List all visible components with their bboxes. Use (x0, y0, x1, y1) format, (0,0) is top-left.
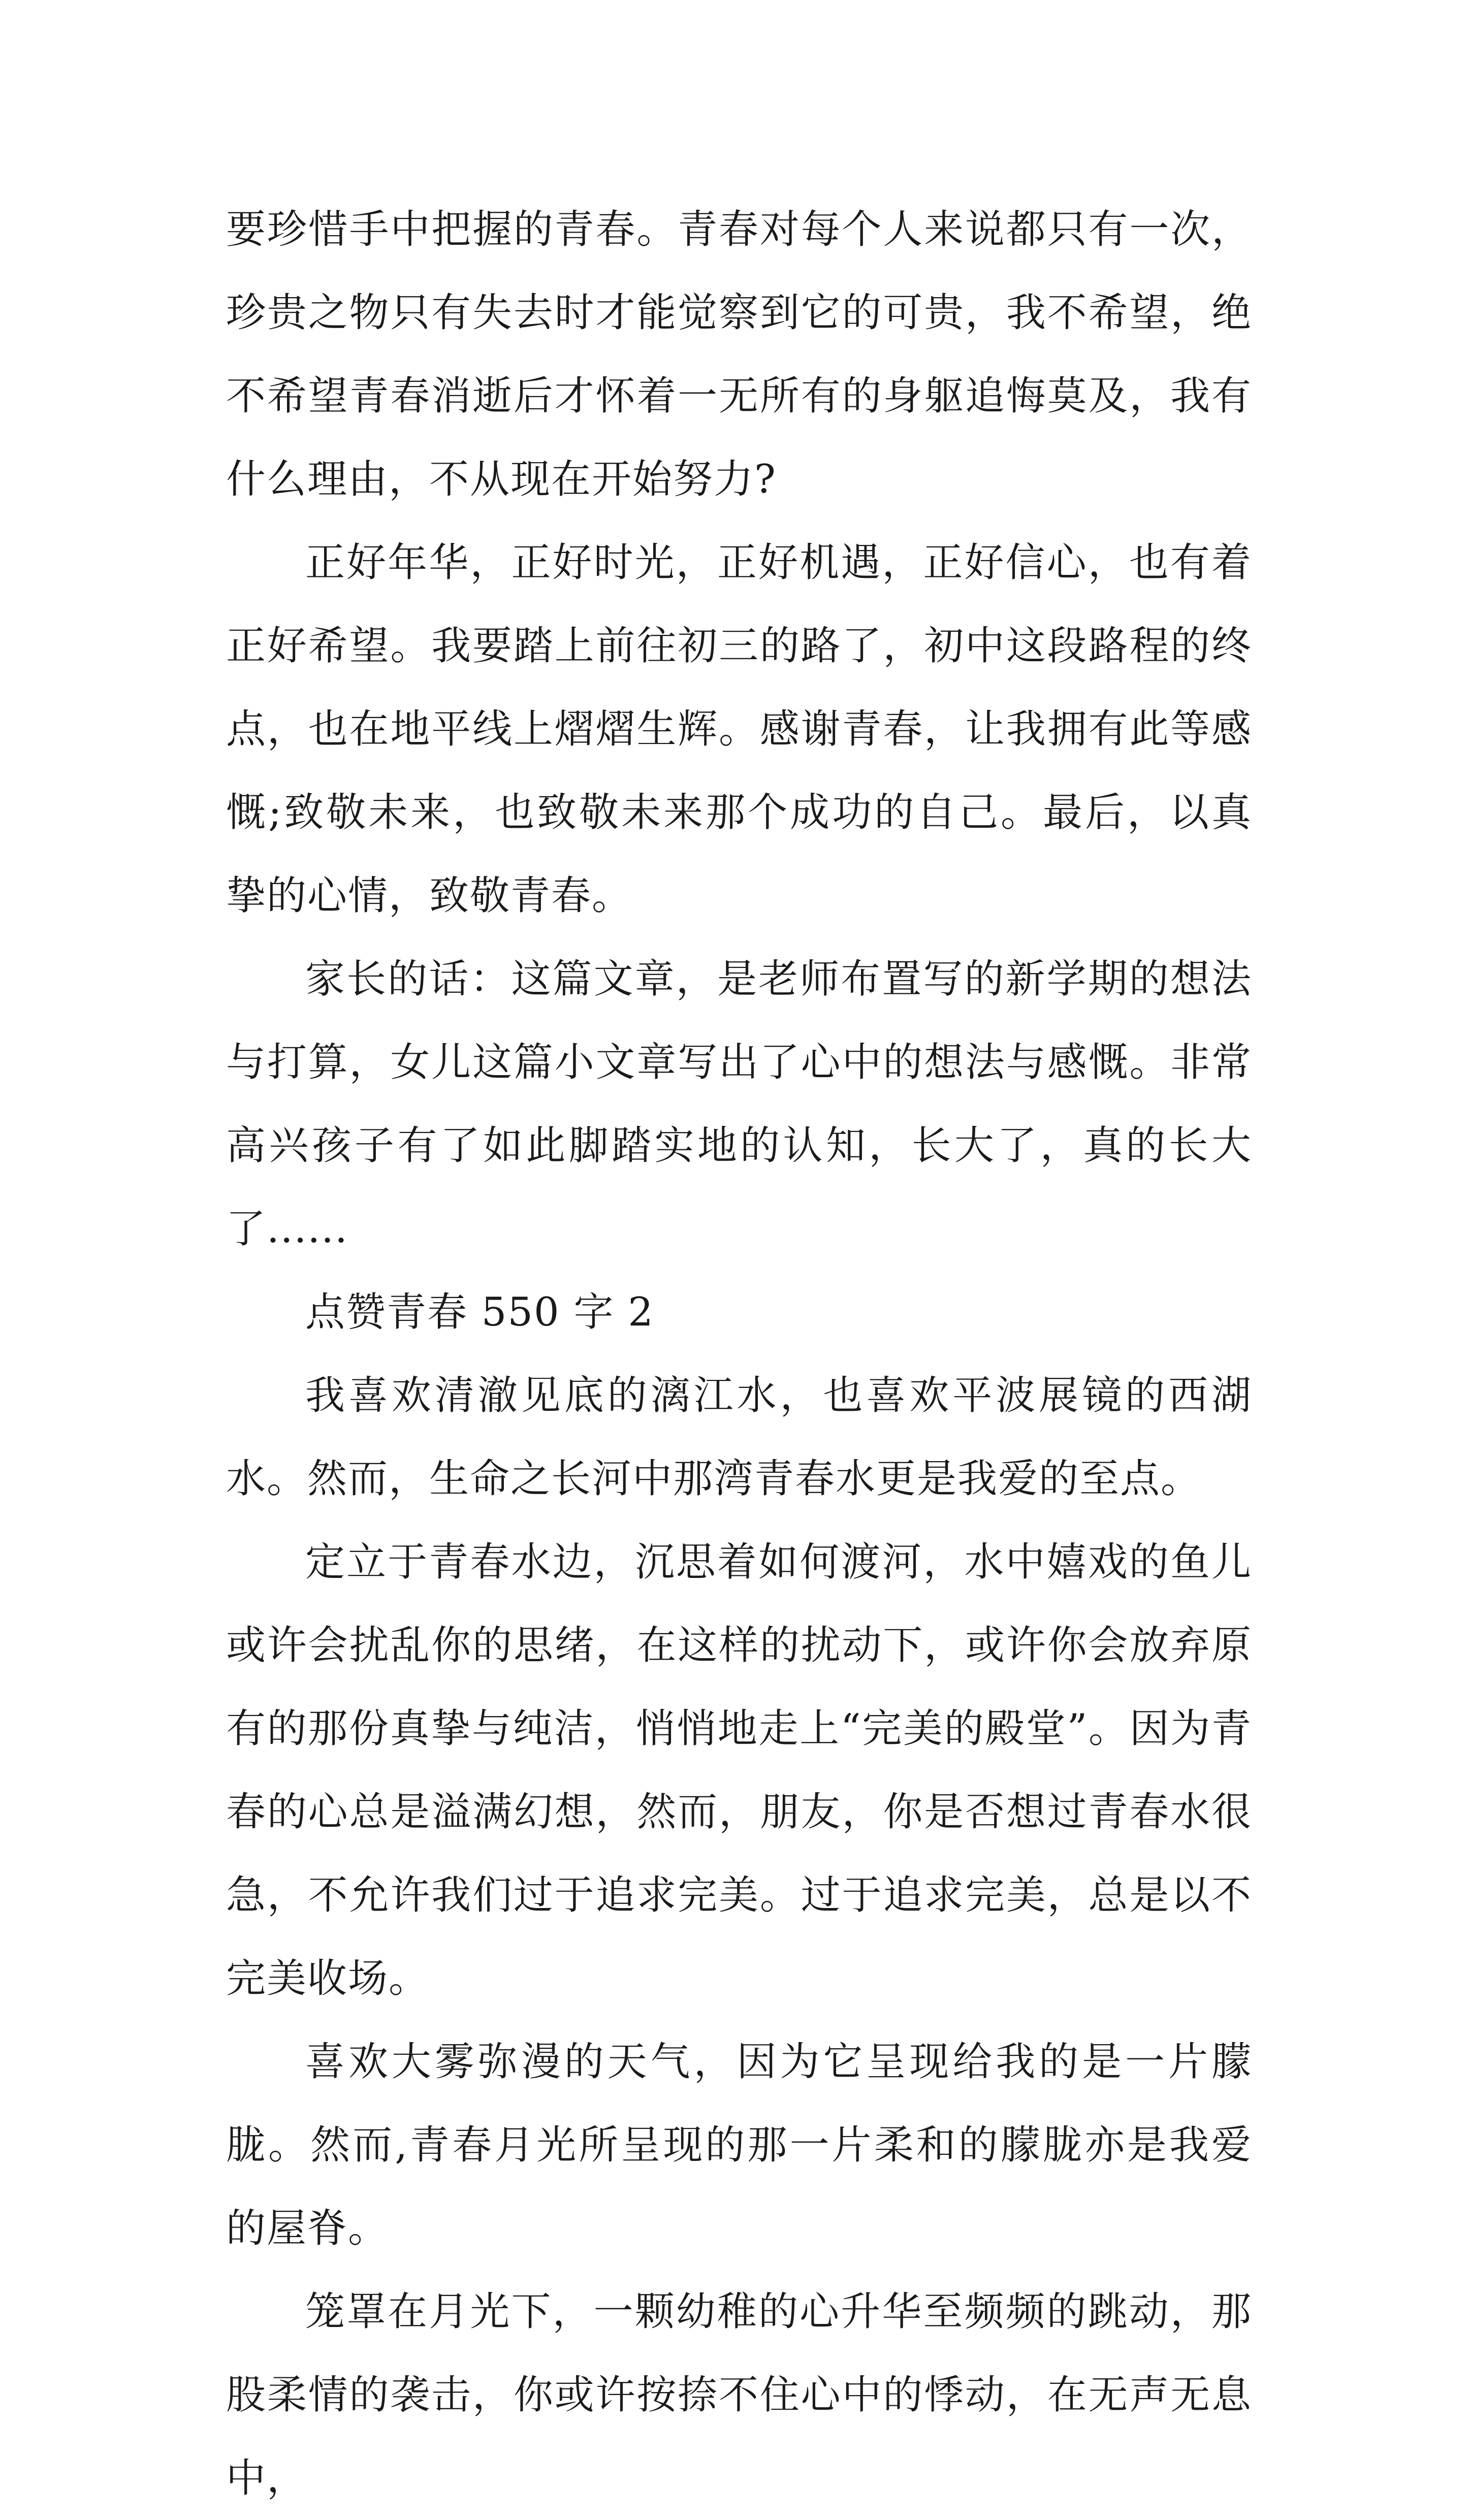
section-paragraph-4: 笼罩在月光下，一颗幼稚的心升华至频频的跳动，那股柔情的袭击，你或许按捺不住心中的悸动，在无声无息中， (226, 2289, 1252, 2501)
paragraph-2: 正好年华，正好时光，正好机遇，正好信心，也有着正好希望。我要踏上前往初三的路了，初中这段路程的终点，也在地平线上熠熠生辉。感谢青春，让我拥有此等感慨;致敬未来，也致敬未来那个成功的自己。最后，以真挚的心情，致敬青春。 (226, 540, 1252, 919)
paragraph-1: 要珍惜手中把握的青春。青春对每个人来说都只有一次，珍贵之物只有失去时才能觉察到它的可贵，我不希望，绝不希望青春消逝后才怀着一无所有的身躯追悔莫及，我有什么理由，不从现在开始努力? (226, 207, 1252, 502)
paragraph-3-parent-comment: 家长的话：这篇文章，是老师布置写的新学期的想法与打算，女儿这篇小文章写出了心中的想法与感慨。非常高兴孩子有了如此脚踏实地的认知，长大了，真的长大了...... (226, 956, 1252, 1252)
section-paragraph-3: 喜欢大雾弥漫的天气，因为它呈现给我的是一片朦胧。然而,青春月光所呈现的那一片柔和的朦胧亦是我爱的屋脊。 (226, 2039, 1252, 2251)
section-heading: 点赞青春 550 字 2 (305, 1289, 654, 1335)
section-paragraph-2: 定立于青春水边，沉思着如何渡河，水中嬉戏的鱼儿或许会扰乱你的思绪，在这样的扰动下，或许你会放弃原有的那份真挚与纯洁，悄悄地走上“完美的殿堂”。因为青春的心总是溢满幻想，然而，朋友，你是否想过青春水很急，不允许我们过于追求完美。过于追求完美，总是以不完美收场。 (226, 1539, 1252, 2001)
document-page (226, 188, 1252, 2520)
section-paragraph-1: 我喜欢清澈见底的漓江水，也喜欢平波展镜的西湖水。然而，生命之长河中那湾青春水更是我爱的至点。 (226, 1373, 1252, 1502)
